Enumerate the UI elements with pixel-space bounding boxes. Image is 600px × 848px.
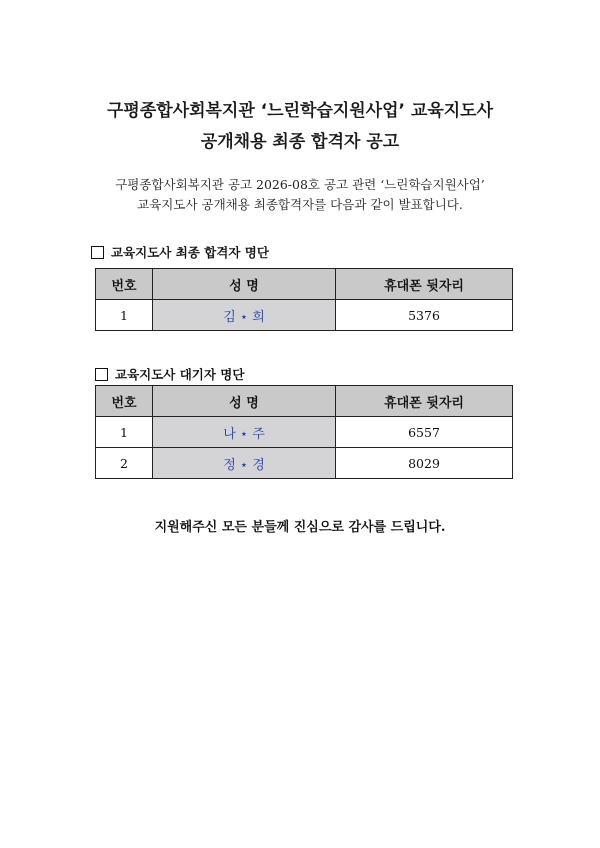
- row-name: 나 ⋆ 주: [153, 417, 336, 448]
- waitlist-heading: [95, 365, 244, 383]
- intro-line-1: 구평종합사회복지관 공고 2026-08호 공고 관련 ‘느린학습지원사업’: [115, 177, 485, 192]
- checkbox-square-icon: [91, 246, 104, 259]
- row-phone: 6557: [336, 417, 513, 448]
- final-list-heading: [91, 243, 269, 261]
- checkbox-square-icon: [95, 368, 108, 381]
- column-header-phone: 휴대폰 뒷자리: [336, 386, 513, 417]
- row-number: 2: [96, 448, 153, 479]
- row-name: 정 ⋆ 경: [153, 448, 336, 479]
- notice-title-line-1: 구평종합사회복지관 ‘느린학습지원사업’ 교육지도사: [106, 101, 494, 121]
- waitlist-heading-text: 교육지도사 대기자 명단: [115, 367, 245, 382]
- column-header-phone: 휴대폰 뒷자리: [336, 269, 513, 300]
- column-header-name: 성 명: [153, 386, 336, 417]
- intro-line-2: 교육지도사 공개채용 최종합격자를 다음과 같이 발표합니다.: [137, 197, 463, 212]
- final-list-heading-text: 교육지도사 최종 합격자 명단: [111, 245, 269, 260]
- waitlist-table: [95, 385, 513, 479]
- table-row: [96, 300, 513, 331]
- column-header-name: 성 명: [153, 269, 336, 300]
- table-header-row: [96, 386, 513, 417]
- notice-title-line-2: 공개채용 최종 합격자 공고: [200, 132, 400, 152]
- row-number: 1: [96, 417, 153, 448]
- table-header-row: [96, 269, 513, 300]
- row-number: 1: [96, 300, 153, 331]
- closing-message: 지원해주신 모든 분들께 진심으로 감사를 드립니다.: [154, 520, 446, 535]
- column-header-number: 번호: [96, 386, 153, 417]
- table-row: [96, 448, 513, 479]
- table-row: [96, 417, 513, 448]
- row-name: 김 ⋆ 희: [153, 300, 336, 331]
- final-list-table: [95, 268, 513, 331]
- row-phone: 5376: [336, 300, 513, 331]
- row-phone: 8029: [336, 448, 513, 479]
- column-header-number: 번호: [96, 269, 153, 300]
